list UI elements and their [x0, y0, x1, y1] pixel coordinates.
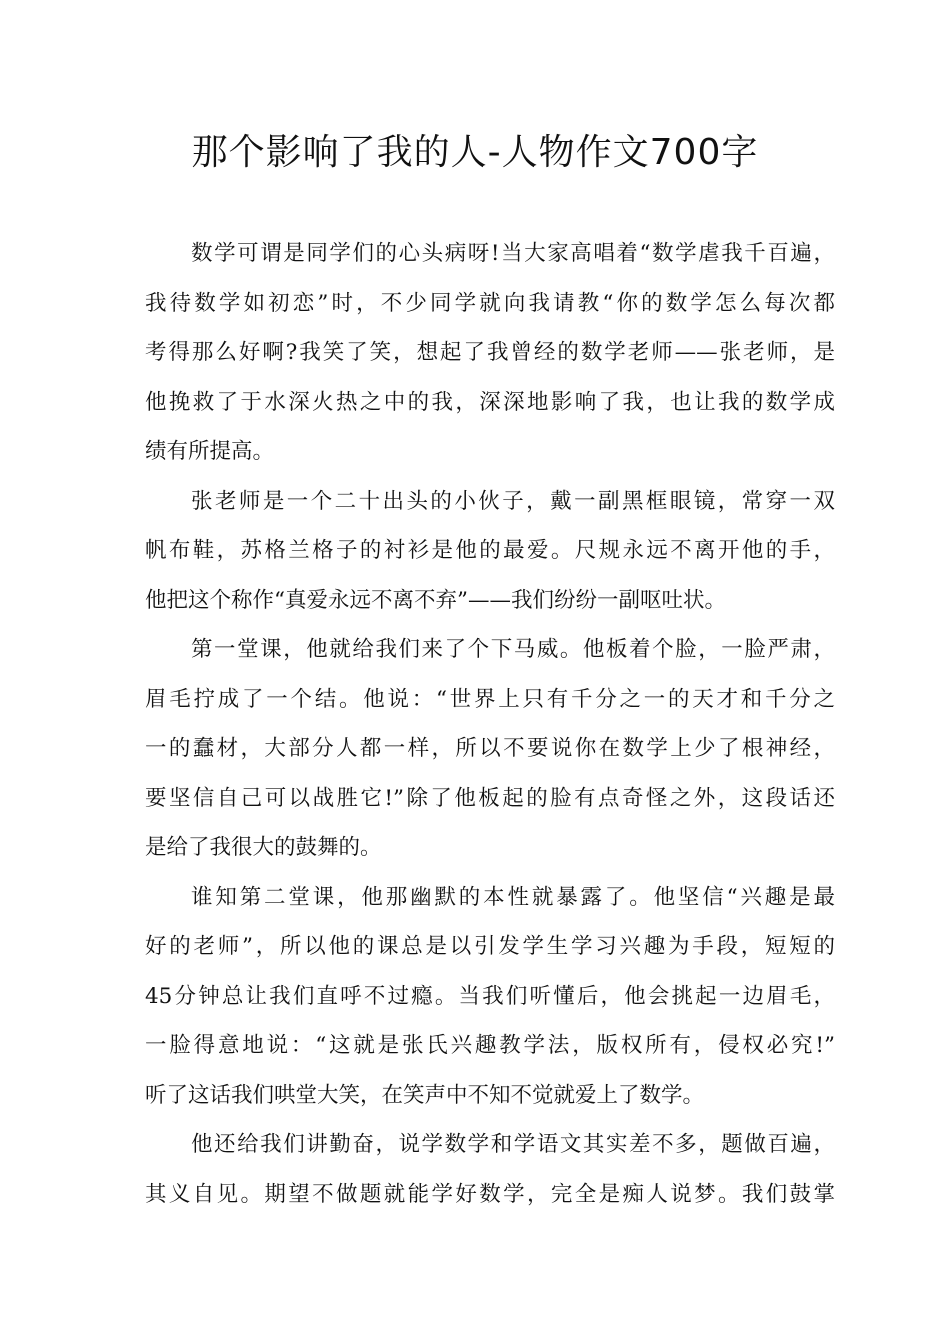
paragraph-line: 绩有所提高。	[145, 439, 275, 464]
paragraph-line: 张老师是一个二十出头的小伙子，戴一副黑框眼镜，常穿一双	[191, 488, 835, 514]
paragraph-line: 他挽救了于水深火热之中的我，深深地影响了我，也让我的数学成	[145, 389, 835, 415]
paragraph-line: 听了这话我们哄堂大笑，在笑声中不知不觉就爱上了数学。	[145, 1082, 705, 1108]
paragraph-line: 帆布鞋，苏格兰格子的衬衫是他的最爱。尺规永远不离开他的手，	[145, 538, 835, 563]
paragraph-4	[145, 873, 835, 1121]
paragraph-line: 眉毛拧成了一个结。他说：“世界上只有千分之一的天才和千分之	[145, 686, 835, 712]
document-title: 那个影响了我的人-人物作文700字	[191, 132, 759, 173]
paragraph-line: 一脸得意地说：“这就是张氏兴趣教学法，版权所有，侵权必究!”	[145, 1033, 835, 1058]
paragraph-line: 数学可谓是同学们的心头病呀!当大家高唱着“数学虐我千百遍，	[191, 241, 835, 266]
document-body	[145, 229, 835, 1219]
paragraph-line: 要坚信自己可以战胜它!”除了他板起的脸有点奇怪之外，这段话还	[145, 785, 835, 811]
paragraph-line: 一的蠢材，大部分人都一样，所以不要说你在数学上少了根神经，	[145, 736, 835, 761]
paragraph-line: 其义自见。期望不做题就能学好数学，完全是痴人说梦。我们鼓掌	[145, 1181, 835, 1207]
paragraph-line: 他还给我们讲勤奋，说学数学和学语文其实差不多，题做百遍，	[191, 1132, 835, 1157]
paragraph-line: 他把这个称作“真爱永远不离不弃”——我们纷纷一副呕吐状。	[145, 587, 726, 613]
paragraph-line: 好的老师”，所以他的课总是以引发学生学习兴趣为手段，短短的	[145, 934, 835, 959]
paragraph-line: 是给了我很大的鼓舞的。	[145, 835, 382, 860]
paragraph-line: 45分钟总让我们直呼不过瘾。当我们听懂后，他会挑起一边眉毛，	[145, 983, 835, 1009]
paragraph-2	[145, 477, 835, 626]
paragraph-line: 第一堂课，他就给我们来了个下马威。他板着个脸，一脸严肃，	[191, 637, 835, 662]
paragraph-line: 谁知第二堂课，他那幽默的本性就暴露了。他坚信“兴趣是最	[191, 884, 835, 910]
paragraph-1	[145, 229, 835, 477]
paragraph-line: 我待数学如初恋”时，不少同学就向我请教“你的数学怎么每次都	[145, 290, 835, 316]
paragraph-line: 考得那么好啊?我笑了笑，想起了我曾经的数学老师——张老师，是	[145, 340, 835, 365]
paragraph-3	[145, 625, 835, 873]
paragraph-5	[145, 1120, 835, 1219]
